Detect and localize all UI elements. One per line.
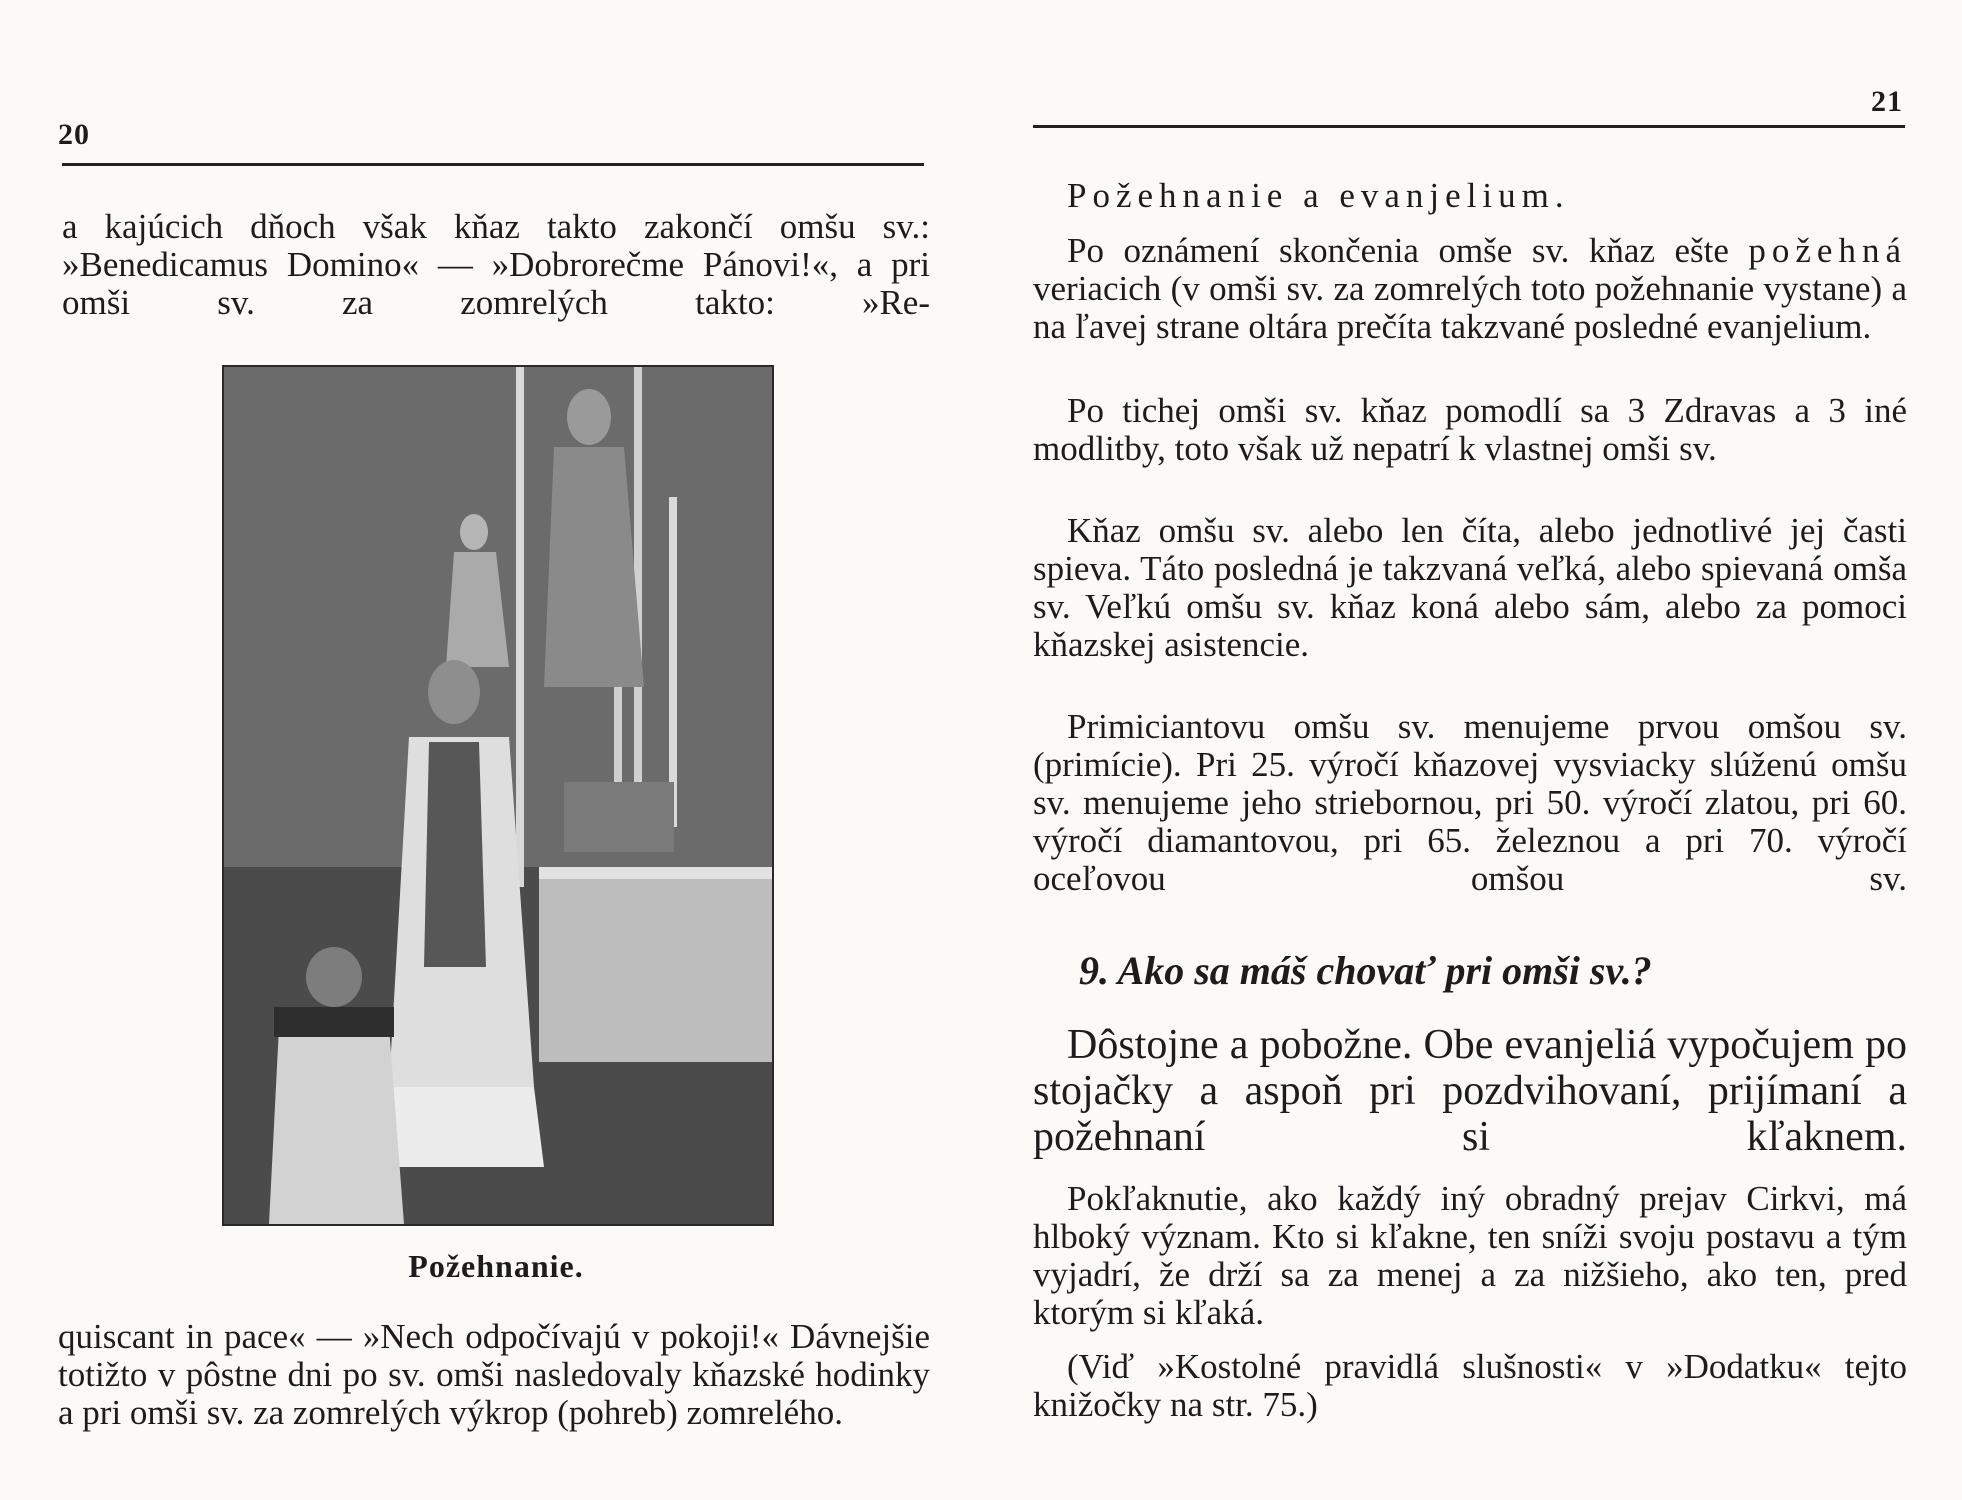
right-page [981, 0, 1962, 1500]
page-number-right: 21 [1871, 85, 1903, 118]
paragraph-bottom: quiscant in pace« — »Nech odpočívajú v pokoji!« Dávnejšie totižto v pôstne dni po sv. omši nasledovaly kňazské hodinky a pri omši sv. za zomrelých výkrop (pohreb) zomrelého. [58, 1317, 930, 1432]
section-title: Požehnanie a evanjelium. [1067, 176, 1570, 215]
photo-illustration [224, 367, 772, 1224]
header-rule-left [62, 163, 924, 166]
photo-blessing [222, 365, 774, 1226]
paragraph-reference: (Viď »Kostolné pravidlá slušnosti« v »Dodatku« tejto knižočky na str. 75.) [1033, 1347, 1907, 1424]
paragraph-kneeling: Pokľaknutie, ako každý iný obradný prejav Cirkvi, má hlboký význam. Kto si kľakne, ten sníži svoju postavu a tým vyjadrí, že drží sa za menej a za nižšieho, ako ten, pred ktorým si kľaká. [1033, 1179, 1907, 1332]
page-number-left: 20 [58, 118, 90, 151]
paragraph-jubilees: Primiciantovu omšu sv. menujeme prvou omšou sv. (primície). Pri 25. výročí kňazovej vysviacky slúženú omšu sv. menujeme jeho striebornou, pri 50. výročí zlatou, pri 60. výročí diamantovou, pri 65. železnou a pri 70. výročí oceľovou omšou sv. [1033, 707, 1907, 898]
figure-caption: Požehnanie. [408, 1248, 584, 1284]
paragraph-blessing-part-1: Po oznámení skončenia omše sv. kňaz ešte [1067, 231, 1749, 270]
paragraph-sung-mass: Kňaz omšu sv. alebo len číta, alebo jednotlivé jej časti spieva. Táto posledná je takzvaná veľká, alebo spievaná omša sv. Veľkú omšu sv. kňaz koná alebo sám, alebo za pomoci kňazskej asistencie. [1033, 511, 1907, 664]
paragraph-top: a kajúcich dňoch však kňaz takto zakončí omšu sv.: »Benedicamus Domino« — »Dobrorečme Pánovi!«, a pri omši sv. za zomrelých takto: »Re- [62, 207, 930, 322]
paragraph-blessing-part-2: veriacich (v omši sv. za zomrelých toto požehnanie vystane) a na ľavej strane oltára prečíta takzvané posledné evanjelium. [1033, 269, 1907, 346]
paragraph-blessing [1033, 232, 1907, 346]
lead-answer: Dôstojne a pobožne. Obe evanjeliá vypočujem po stojačky a aspoň pri pozdvihovaní, prijímaní a požehnaní si kľaknem. [1033, 1022, 1907, 1160]
heading-question-9: 9. Ako sa máš chovať pri omši sv.? [1079, 948, 1652, 993]
header-rule-right [1033, 125, 1905, 128]
paragraph-quiet-mass: Po tichej omši sv. kňaz pomodlí sa 3 Zdravas a 3 iné modlitby, toto však už nepatrí k vlastnej omši sv. [1033, 391, 1907, 468]
emphasis-pozehna: požehná [1748, 231, 1907, 270]
